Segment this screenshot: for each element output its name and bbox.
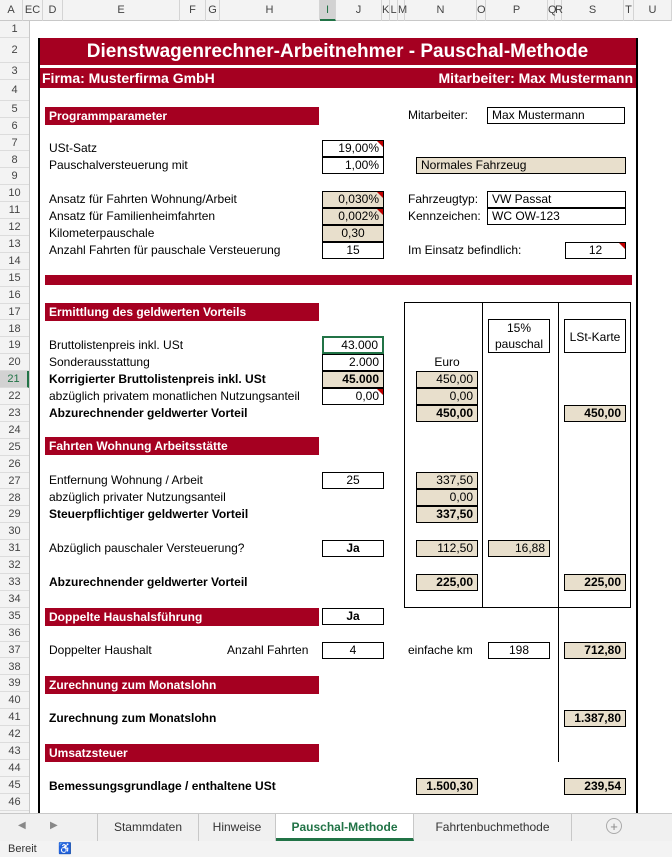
row-header-38[interactable]: 38 — [0, 659, 29, 676]
ansatz-heim-label: Ansatz für Familienheimfahrten — [49, 209, 216, 223]
col-pauschal-label: pauschal — [494, 337, 544, 351]
pausch-field[interactable]: Ja — [322, 540, 384, 557]
mitarbeiter-field[interactable]: Max Mustermann — [487, 107, 625, 124]
separator-bar — [45, 275, 632, 285]
row-header-44[interactable]: 44 — [0, 760, 29, 777]
pauschal-field[interactable]: 1,00% — [322, 157, 384, 174]
einsatz-field[interactable]: 12 — [565, 242, 626, 259]
umsatz-lst: 239,54 — [564, 778, 626, 795]
ust-label: USt-Satz — [49, 141, 98, 155]
row-header-6[interactable]: 6 — [0, 118, 29, 135]
entf-label: Entfernung Wohnung / Arbeit — [49, 473, 203, 487]
section-haushalt: Doppelte Haushalsführung — [45, 608, 319, 626]
row-header-3[interactable]: 3 — [0, 63, 29, 80]
row-header-23[interactable]: 23 — [0, 405, 29, 422]
ansatz-wohnung-field[interactable]: 0,030% — [322, 191, 384, 208]
row-header-43[interactable]: 43 — [0, 743, 29, 760]
row-header-29[interactable]: 29 — [0, 506, 29, 523]
column-header-l[interactable]: L — [390, 0, 398, 21]
row-header-bar — [0, 21, 30, 813]
col-lst-karte — [564, 319, 626, 353]
firma-label: Firma: Musterfirma GmbH — [42, 70, 215, 86]
row-header-2[interactable]: 2 — [0, 38, 29, 63]
row-header-22[interactable]: 22 — [0, 388, 29, 405]
document-right-border — [636, 38, 638, 813]
haushalt-lst: 712,80 — [564, 642, 626, 659]
column-header-p[interactable]: P — [486, 0, 548, 21]
korr-euro: 450,00 — [416, 371, 478, 388]
page-title: Dienstwagenrechner-Arbeitnehmer - Pauschal-Methode — [86, 41, 589, 62]
abzug-label: abzüglich privatem monatlichen Nutzungsanteil — [49, 389, 300, 403]
ust-field[interactable]: 19,00% — [322, 140, 384, 157]
title-banner — [38, 38, 637, 65]
section-vorteil: Ermittlung des geldwerten Vorteils — [45, 303, 319, 321]
steuer-euro: 337,50 — [416, 506, 478, 523]
fahrten-abz-euro: 225,00 — [416, 574, 478, 591]
section-zurechnung: Zurechnung zum Monatslohn — [45, 676, 319, 694]
col-euro-label: Euro — [434, 355, 460, 369]
zurechnung-label: Zurechnung zum Monatslohn — [49, 711, 217, 725]
haushalt-km-field[interactable]: 198 — [488, 642, 550, 659]
pausch-15: 16,88 — [488, 540, 550, 557]
kennzeichen-field[interactable]: WC OW-123 — [487, 208, 626, 225]
tab-fahrtenbuchmethode[interactable]: Fahrtenbuchmethode — [414, 814, 572, 841]
row-header-42[interactable]: 42 — [0, 726, 29, 743]
table-divider-1 — [482, 302, 483, 608]
row-header-4[interactable]: 4 — [0, 80, 29, 101]
umsatz-label: Bemessungsgrundlage / enthaltene USt — [49, 779, 276, 793]
column-header-m[interactable]: M — [398, 0, 405, 21]
col-15-label: 15% — [506, 321, 532, 335]
row-header-37[interactable]: 37 — [0, 642, 29, 659]
brutto-field[interactable]: 43.000 — [322, 336, 384, 354]
fahrten-abz-label: Abzurechnender geldwerter Vorteil — [49, 575, 248, 589]
row-header-39[interactable]: 39 — [0, 675, 29, 692]
row-header-40[interactable]: 40 — [0, 692, 29, 709]
status-bar — [0, 841, 672, 857]
steuer-label: Steuerpflichtiger geldwerter Vorteil — [49, 507, 249, 521]
row-header-33[interactable]: 33 — [0, 574, 29, 591]
sonder-field[interactable]: 2.000 — [322, 354, 384, 371]
abz-vorteil-label: Abzurechnender geldwerter Vorteil — [49, 406, 248, 420]
sonder-label: Sonderausstattung — [49, 355, 150, 369]
fahrten-abzug-euro: 0,00 — [416, 489, 478, 506]
column-header-f[interactable]: F — [180, 0, 206, 21]
fahrten-abzug-label: abzüglich privater Nutzungsanteil — [49, 490, 226, 504]
abz-vorteil-euro: 450,00 — [416, 405, 478, 422]
pausch-euro: 112,50 — [416, 540, 478, 557]
column-header-d[interactable]: D — [43, 0, 63, 21]
entf-field[interactable]: 25 — [322, 472, 384, 489]
haushalt-anzahl-field[interactable]: 4 — [322, 642, 384, 659]
ansatz-wohnung-label: Ansatz für Fahrten Wohnung/Arbeit — [49, 192, 237, 206]
km-label: Kilometerpauschale — [49, 226, 155, 240]
column-header-u[interactable]: U — [634, 0, 672, 21]
row-header-21[interactable]: 21 — [0, 371, 29, 388]
info-banner — [38, 68, 637, 88]
row-header-25[interactable]: 25 — [0, 439, 29, 456]
section-programmparameter: Programmparameter — [45, 107, 319, 125]
row-header-45[interactable]: 45 — [0, 777, 29, 794]
row-header-11[interactable]: 11 — [0, 202, 29, 219]
column-header-n[interactable]: N — [405, 0, 477, 21]
col-lst-label: LSt-Karte — [569, 330, 621, 344]
mitarbeiter-header-label: Mitarbeiter: Max Mustermann — [438, 70, 633, 86]
table-divider-2 — [558, 302, 559, 762]
korr-field[interactable]: 45.000 — [322, 371, 384, 388]
column-header-j[interactable]: J — [336, 0, 382, 21]
column-header-i[interactable]: I — [320, 0, 336, 21]
abzug-field[interactable]: 0,00 — [322, 388, 384, 405]
column-header-t[interactable]: T — [624, 0, 634, 21]
row-header-20[interactable]: 20 — [0, 354, 29, 371]
abzug-euro: 0,00 — [416, 388, 478, 405]
col-15-pauschal — [488, 319, 550, 353]
row-header-15[interactable]: 15 — [0, 270, 29, 287]
status-text: Bereit — [8, 843, 37, 855]
haushalt-km-label: einfache km — [408, 643, 473, 657]
column-header-s[interactable]: S — [562, 0, 624, 21]
column-header-r[interactable]: R — [555, 0, 562, 21]
row-header-16[interactable]: 16 — [0, 287, 29, 304]
row-header-34[interactable]: 34 — [0, 591, 29, 608]
column-header-bar — [0, 0, 672, 21]
pauschal-label: Pauschalversteuerung mit — [49, 158, 188, 172]
row-header-10[interactable]: 10 — [0, 185, 29, 202]
accessibility-icon[interactable]: ♿ — [58, 843, 72, 855]
haushalt-label: Doppelter Haushalt — [49, 643, 152, 657]
sheet-tab-bar — [0, 813, 672, 841]
abz-vorteil-lst: 450,00 — [564, 405, 626, 422]
row-header-30[interactable]: 30 — [0, 523, 29, 540]
zurechnung-lst: 1.387,80 — [564, 710, 626, 727]
row-header-9[interactable]: 9 — [0, 168, 29, 185]
kennzeichen-label: Kennzeichen: — [408, 209, 481, 223]
row-header-46[interactable]: 46 — [0, 794, 29, 811]
column-header-h[interactable]: H — [220, 0, 320, 21]
tab-scroll-right-icon[interactable]: ▶ — [50, 820, 58, 831]
row-header-26[interactable]: 26 — [0, 456, 29, 473]
column-header-ec[interactable]: EC — [23, 0, 43, 21]
row-header-32[interactable]: 32 — [0, 557, 29, 574]
row-header-17[interactable]: 17 — [0, 304, 29, 321]
fahrzeugtyp-label: Fahrzeugtyp: — [408, 192, 479, 206]
document-left-border — [38, 38, 40, 813]
column-header-o[interactable]: O — [477, 0, 486, 21]
add-sheet-icon[interactable]: + — [606, 818, 622, 834]
row-header-31[interactable]: 31 — [0, 540, 29, 557]
row-header-18[interactable]: 18 — [0, 321, 29, 338]
km-field[interactable]: 0,30 — [322, 225, 384, 242]
pausch-label: Abzüglich pauschaler Versteuerung? — [49, 541, 245, 555]
section-fahrten: Fahrten Wohnung Arbeitsstätte — [45, 437, 319, 455]
column-header-e[interactable]: E — [63, 0, 180, 21]
fahrten-abz-lst: 225,00 — [564, 574, 626, 591]
haushalt-field[interactable]: Ja — [322, 608, 384, 625]
brutto-label: Bruttolistenpreis inkl. USt — [49, 338, 184, 352]
column-header-g[interactable]: G — [206, 0, 220, 21]
tab-pauschal-methode[interactable]: Pauschal-Methode — [276, 814, 414, 841]
tab-scroll-left-icon[interactable]: ◀ — [18, 820, 26, 831]
row-header-13[interactable]: 13 — [0, 236, 29, 253]
umsatz-euro: 1.500,30 — [416, 778, 478, 795]
row-header-27[interactable]: 27 — [0, 473, 29, 490]
row-header-19[interactable]: 19 — [0, 337, 29, 354]
mitarbeiter-label: Mitarbeiter: — [408, 108, 469, 122]
entf-euro: 337,50 — [416, 472, 478, 489]
column-header-q[interactable]: Q — [548, 0, 555, 21]
korr-label: Korrigierter Bruttolistenpreis inkl. USt — [49, 372, 266, 386]
row-header-35[interactable]: 35 — [0, 608, 29, 625]
row-header-41[interactable]: 41 — [0, 709, 29, 726]
row-header-36[interactable]: 36 — [0, 625, 29, 642]
row-header-7[interactable]: 7 — [0, 135, 29, 152]
row-header-5[interactable]: 5 — [0, 101, 29, 118]
fahrzeugtyp-field[interactable]: VW Passat — [487, 191, 626, 208]
row-header-12[interactable]: 12 — [0, 219, 29, 236]
tab-stammdaten[interactable]: Stammdaten — [97, 814, 199, 841]
tab-hinweise[interactable]: Hinweise — [199, 814, 276, 841]
section-umsatz: Umsatzsteuer — [45, 744, 319, 762]
anzahl-label: Anzahl Fahrten für pauschale Versteuerung — [49, 243, 281, 257]
row-header-28[interactable]: 28 — [0, 490, 29, 507]
row-header-8[interactable]: 8 — [0, 152, 29, 169]
anzahl-field[interactable]: 15 — [322, 242, 384, 259]
haushalt-anzahl-label: Anzahl Fahrten — [227, 643, 309, 657]
einsatz-label: Im Einsatz befindlich: — [408, 243, 522, 257]
column-header-a[interactable]: A — [0, 0, 23, 21]
row-header-1[interactable]: 1 — [0, 21, 29, 38]
row-header-14[interactable]: 14 — [0, 253, 29, 270]
column-header-k[interactable]: K — [382, 0, 390, 21]
row-header-24[interactable]: 24 — [0, 422, 29, 439]
worksheet-grid[interactable] — [30, 21, 672, 813]
ansatz-heim-field[interactable]: 0,002% — [322, 208, 384, 225]
fahrzeug-art-field[interactable]: Normales Fahrzeug — [416, 157, 626, 174]
